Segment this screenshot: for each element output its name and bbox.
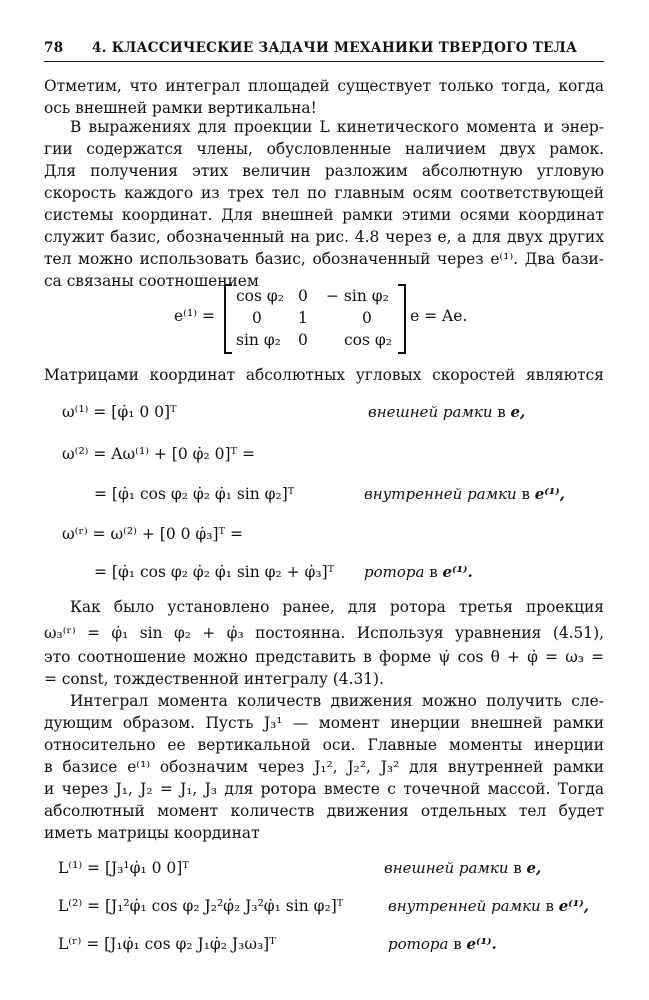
- paragraph-line: относительно ее вертикальной оси. Главные моменты инерции: [44, 736, 604, 754]
- matrix-rhs: e = Ae.: [410, 307, 468, 325]
- matrix-cell: cos φ₂: [344, 331, 392, 349]
- paragraph-line: Как было установлено ранее, для ротора третья проекция: [70, 598, 604, 616]
- running-header: [44, 40, 604, 60]
- paragraph-line: = const, тождественной интегралу (4.31).: [44, 670, 384, 688]
- equation-label: ротора в e⁽¹⁾.: [364, 563, 473, 581]
- equation-label: внутренней рамки в e⁽¹⁾,: [364, 485, 565, 503]
- paragraph-line: абсолютный момент количеств движения отдельных тел будет: [44, 802, 604, 820]
- omega-equation: ω⁽ʳ⁾ = ω⁽²⁾ + [0 0 φ̇₃]ᵀ =: [62, 525, 243, 543]
- paragraph-line: системы координат. Для внешней рамки этими осями координат: [44, 206, 604, 224]
- matrix-cell: 1: [298, 309, 308, 327]
- paragraph-line: Матрицами координат абсолютных угловых скоростей являются: [44, 366, 604, 384]
- header-rule: [44, 61, 604, 62]
- paragraph-line: служит базис, обозначенный на рис. 4.8 через e, а для двух других: [44, 228, 604, 246]
- paragraph-line: скорость каждого из трех тел по главным осям соответствующей: [44, 184, 604, 202]
- equation-label: ротора в e⁽¹⁾.: [388, 935, 497, 953]
- page-number: 78: [44, 40, 64, 56]
- paragraph-line: ω₃⁽ʳ⁾ = φ̇₁ sin φ₂ + φ̇₃ постоянна. Используя уравнения (4.51),: [44, 624, 604, 642]
- paragraph-line: Интеграл момента количеств движения можно получить сле-: [70, 692, 604, 710]
- paragraph-line: Для получения этих величин разложим абсолютную угловую: [44, 162, 604, 180]
- paragraph-line: ось внешней рамки вертикальна!: [44, 99, 317, 117]
- matrix-right-bracket: [398, 284, 406, 354]
- paragraph-line: иметь матрицы координат: [44, 824, 260, 842]
- equation-label: внешней рамки в e,: [384, 859, 542, 877]
- matrix-cell: 0: [298, 287, 308, 305]
- omega-equation: = [φ̇₁ cos φ₂ φ̇₂ φ̇₁ sin φ₂]ᵀ: [94, 485, 295, 503]
- paragraph-line: в базисе e⁽¹⁾ обозначим через J₁², J₂², J₃² для внутренней рамки: [44, 758, 604, 776]
- running-title: 4. КЛАССИЧЕСКИЕ ЗАДАЧИ МЕХАНИКИ ТВЕРДОГО ТЕЛА: [92, 40, 578, 56]
- equation-label: внутренней рамки в e⁽¹⁾,: [388, 897, 589, 915]
- matrix-cell: sin φ₂: [236, 331, 281, 349]
- paragraph-line: гии содержатся члены, обусловленные наличием двух рамок.: [44, 140, 604, 158]
- paragraph-line: и через J₁, J₂ = J₁, J₃ для ротора вместе с точечной массой. Тогда: [44, 780, 604, 798]
- matrix-lhs: e⁽¹⁾ =: [174, 307, 215, 325]
- paragraph-line: Отметим, что интеграл площадей существует только тогда, когда: [44, 77, 604, 95]
- equation-label: внешней рамки в e,: [368, 403, 526, 421]
- matrix-cell: 0: [298, 331, 308, 349]
- matrix-cell: − sin φ₂: [326, 287, 389, 305]
- paragraph-line: са связаны соотношением: [44, 272, 259, 290]
- omega-equation: = [φ̇₁ cos φ₂ φ̇₂ φ̇₁ sin φ₂ + φ̇₃]ᵀ: [94, 563, 335, 581]
- momentum-equation: L⁽ʳ⁾ = [J₁φ̇₁ cos φ₂ J₁φ̇₂ J₃ω₃]ᵀ: [58, 935, 276, 953]
- paragraph-line: тел можно использовать базис, обозначенный через e⁽¹⁾. Два бази-: [44, 250, 604, 268]
- paragraph-line: это соотношение можно представить в форме ψ̇ cos θ + φ̇ = ω₃ =: [44, 648, 604, 666]
- matrix-left-bracket: [224, 284, 232, 354]
- momentum-equation: L⁽¹⁾ = [J₃¹φ̇₁ 0 0]ᵀ: [58, 859, 189, 877]
- omega-equation: ω⁽¹⁾ = [φ̇₁ 0 0]ᵀ: [62, 403, 177, 421]
- omega-equation: ω⁽²⁾ = Aω⁽¹⁾ + [0 φ̇₂ 0]ᵀ =: [62, 445, 255, 463]
- momentum-equation: L⁽²⁾ = [J₁²φ̇₁ cos φ₂ J₂²φ̇₂ J₃²φ̇₁ sin φ₂]ᵀ: [58, 897, 344, 915]
- matrix-cell: cos φ₂: [236, 287, 284, 305]
- paragraph-line: дующим образом. Пусть J₃¹ — момент инерции внешней рамки: [44, 714, 604, 732]
- matrix-cell: 0: [362, 309, 372, 327]
- paragraph-line: В выражениях для проекции L кинетического момента и энер-: [70, 118, 604, 136]
- matrix-cell: 0: [252, 309, 262, 327]
